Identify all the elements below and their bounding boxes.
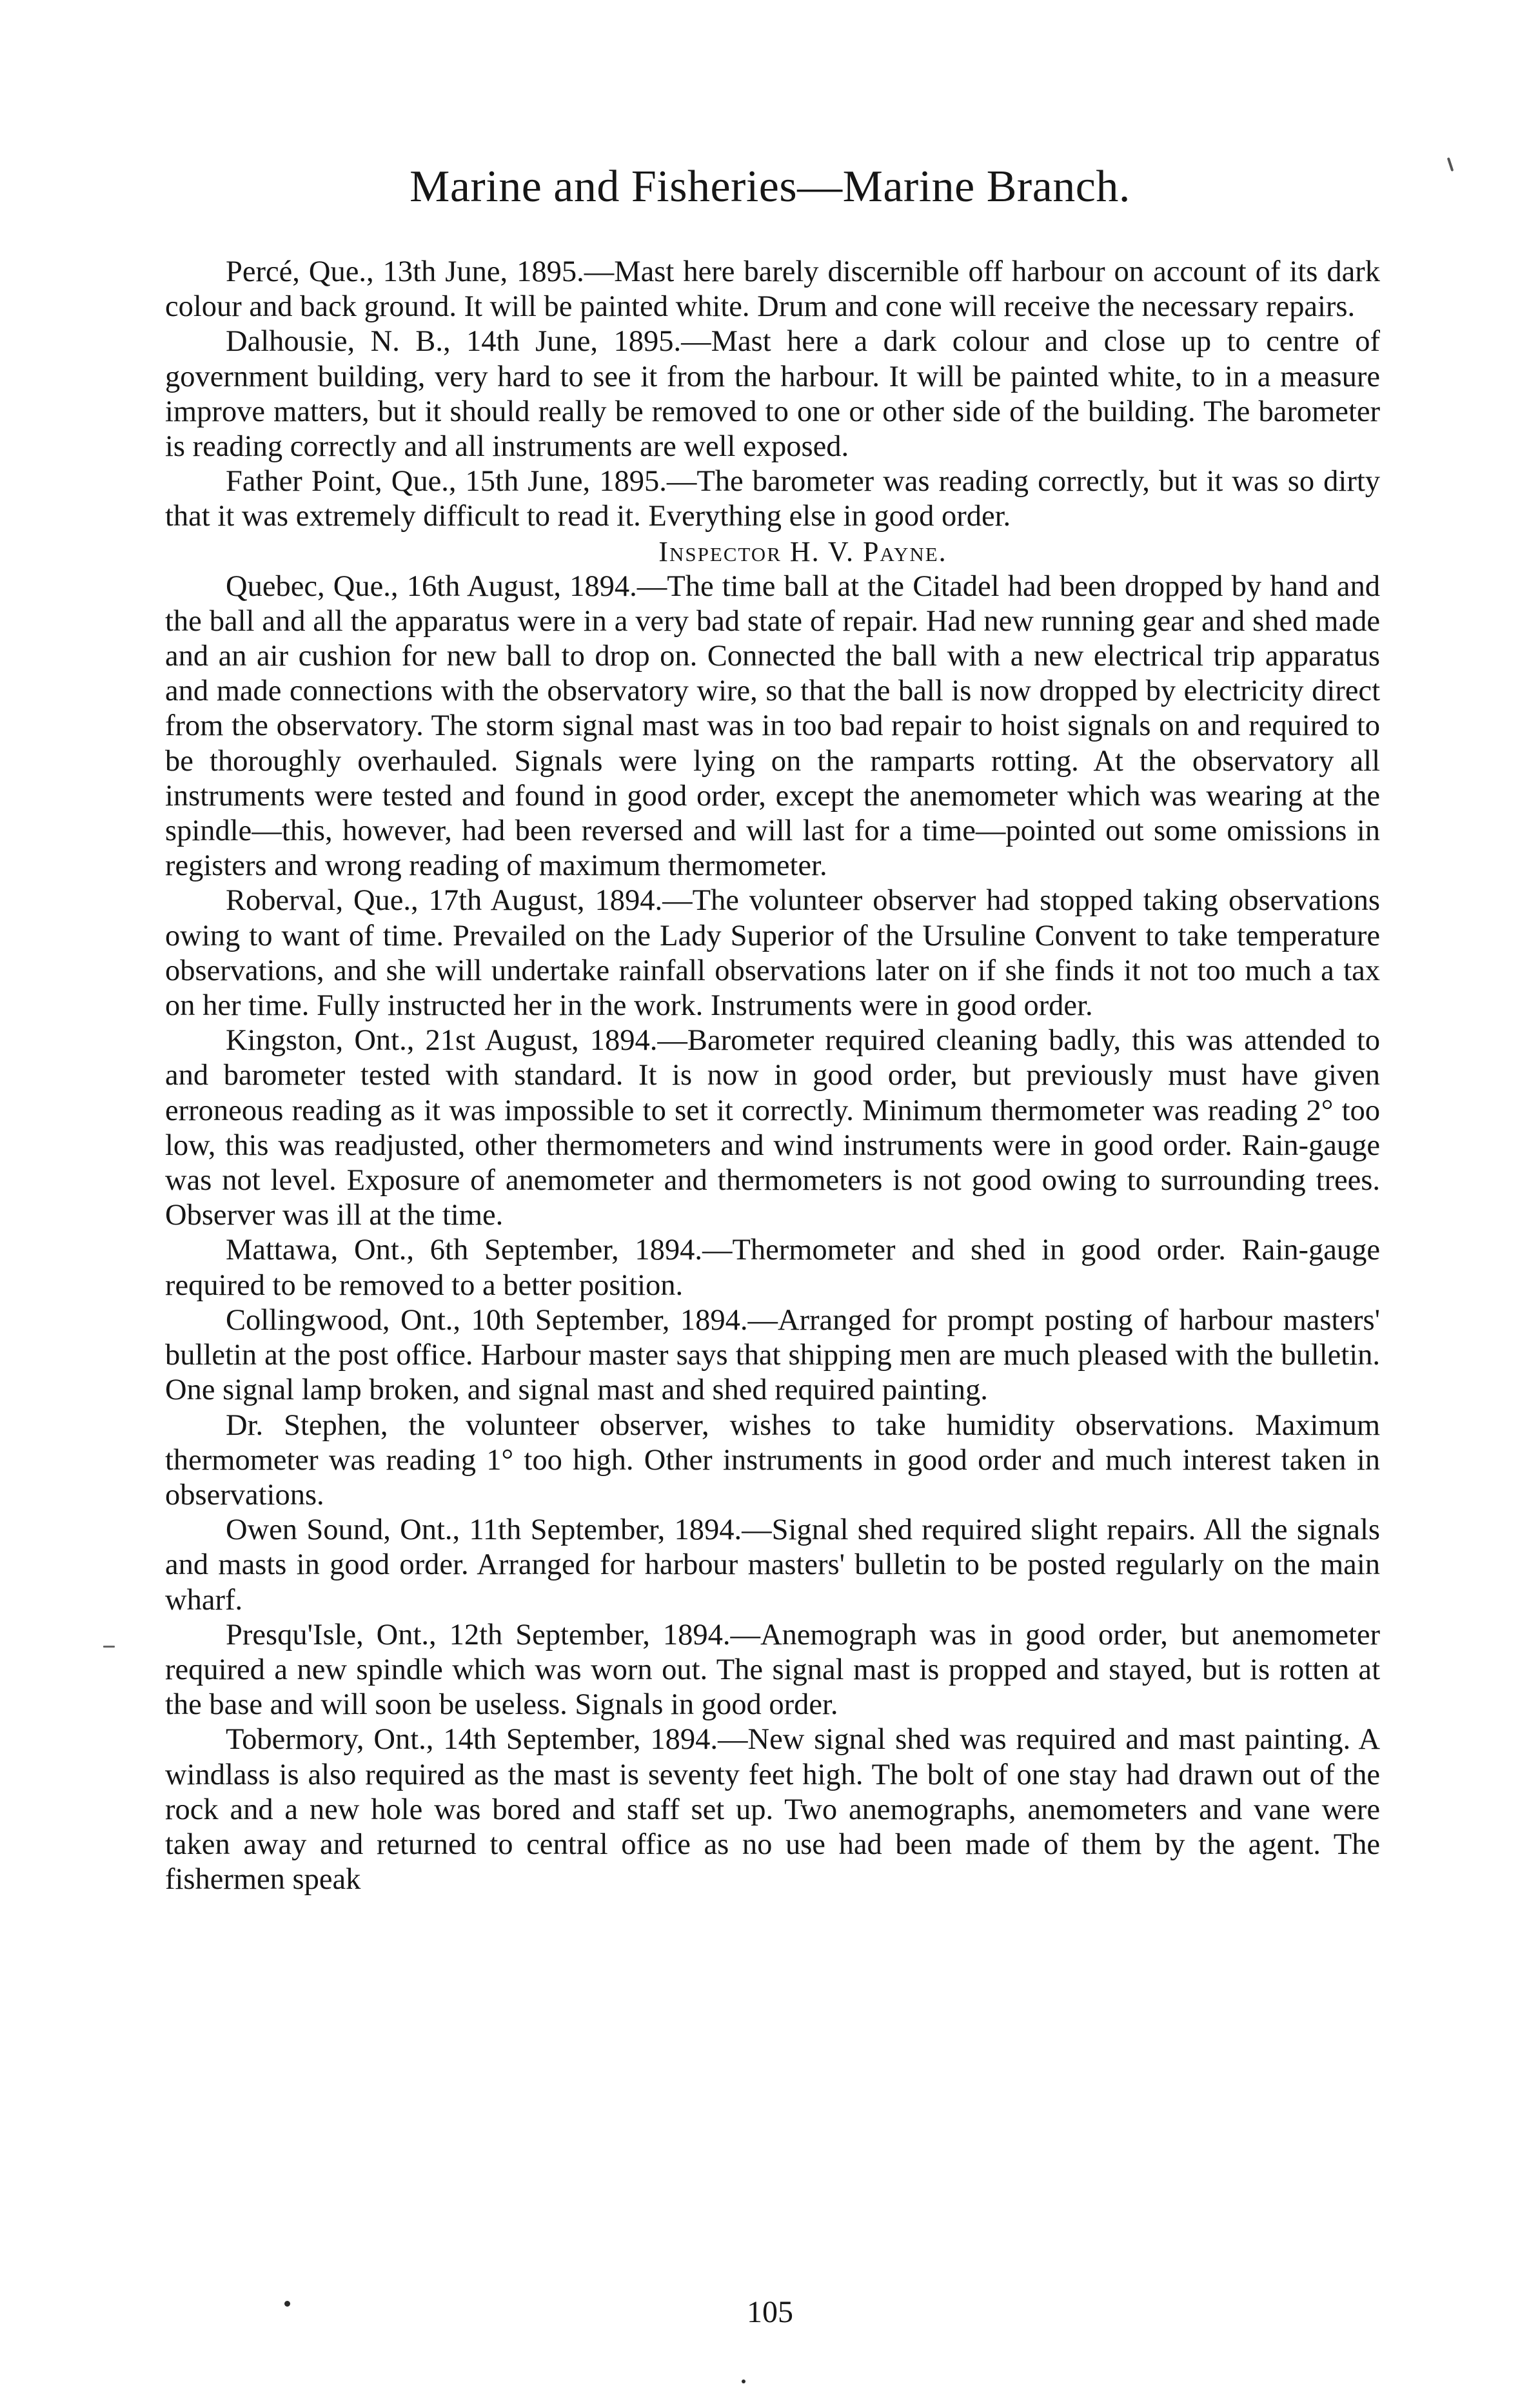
paragraph-presquisle: Presqu'Isle, Ont., 12th September, 1894.—Anemograph was in good order, but anemometer required a new spindle which was worn out. The signal mast is propped and stayed, but is rotten at the base and will soon be useless. Signals in good order. <box>165 1618 1380 1722</box>
body-text <box>165 255 1380 1897</box>
page-number: 105 <box>747 2295 793 2329</box>
scan-speck <box>103 1646 115 1648</box>
inspector-byline: Inspector H. V. Payne. <box>658 535 947 567</box>
page-title: Marine and Fisheries—Marine Branch. <box>410 162 1130 212</box>
scan-speck <box>742 2379 745 2383</box>
paragraph-collingwood: Collingwood, Ont., 10th September, 1894.—Arranged for prompt posting of harbour masters' bulletin at the post office. Harbour master says that shipping men are much pleased with the bulletin. One signal lamp broken, and signal mast and shed required painting. <box>165 1303 1380 1407</box>
paragraph-mattawa: Mattawa, Ont., 6th September, 1894.—Thermometer and shed in good order. Rain-gauge required to be removed to a better position. <box>165 1234 1380 1302</box>
paragraph-dr-stephen: Dr. Stephen, the volunteer observer, wishes to take humidity observations. Maximum thermometer was reading 1° too high. Other instruments in good order and much interest taken in observations. <box>165 1408 1380 1512</box>
paragraph-roberval: Roberval, Que., 17th August, 1894.—The volunteer observer had stopped taking observations owing to want of time. Prevailed on the Lady Superior of the Ursuline Convent to take temperature observations, and she will undertake rainfall observations later on if she finds it not too much a tax on her time. Fully instructed her in the work. Instruments were in good order. <box>165 884 1380 1023</box>
paragraph-owen-sound: Owen Sound, Ont., 11th September, 1894.—Signal shed required slight repairs. All the signals and masts in good order. Arranged for harbour masters' bulletin to be posted regularly on the main wharf. <box>165 1513 1380 1617</box>
paragraph-quebec: Quebec, Que., 16th August, 1894.—The time ball at the Citadel had been dropped by hand and the ball and all the apparatus were in a very bad state of repair. Had new running gear and shed made and an air cushion for new ball to drop on. Connected the ball with a new electrical trip apparatus and made connections with the observatory wire, so that the ball is now dropped by electricity direct from the observatory. The storm signal mast was in too bad repair to hoist signals on and required to be thoroughly overhauled. Signals were lying on the ramparts rotting. At the observatory all instruments were tested and found in good order, except the anemometer which was wearing at the spindle—this, however, had been reversed and will last for a time—pointed out some omissions in registers and wrong reading of maximum thermometer. <box>165 569 1380 883</box>
paragraph-perce: Percé, Que., 13th June, 1895.—Mast here barely discernible off harbour on account of its dark colour and back ground. It will be painted white. Drum and cone will receive the necessary repairs. <box>165 255 1380 324</box>
paragraph-kingston: Kingston, Ont., 21st August, 1894.—Barometer required cleaning badly, this was attended to and barometer tested with standard. It is now in good order, but previously must have given erroneous reading as it was impossible to set it correctly. Minimum thermometer was reading 2° too low, this was readjusted, other thermometers and wind instruments were in good order. Rain-gauge was not level. Exposure of anemometer and thermometers is not good owing to surrounding trees. Observer was ill at the time. <box>165 1024 1380 1232</box>
paragraph-tobermory: Tobermory, Ont., 14th September, 1894.—New signal shed was required and mast painting. A windlass is also required as the mast is seventy feet high. The bolt of one stay had drawn out of the rock and a new hole was bored and staff set up. Two anemographs, anemometers and vane were taken away and returned to central office as no use had been made of them by the agent. The fishermen speak <box>165 1723 1380 1897</box>
paragraph-dalhousie: Dalhousie, N. B., 14th June, 1895.—Mast here a dark colour and close up to centre of government building, very hard to see it from the harbour. It will be painted white, to in a measure improve matters, but it should really be removed to one or other side of the building. The barometer is reading correctly and all instruments are well exposed. <box>165 325 1380 464</box>
paragraph-father-point: Father Point, Que., 15th June, 1895.—The barometer was reading correctly, but it was so dirty that it was extremely difficult to read it. Everything else in good order. <box>165 465 1380 533</box>
